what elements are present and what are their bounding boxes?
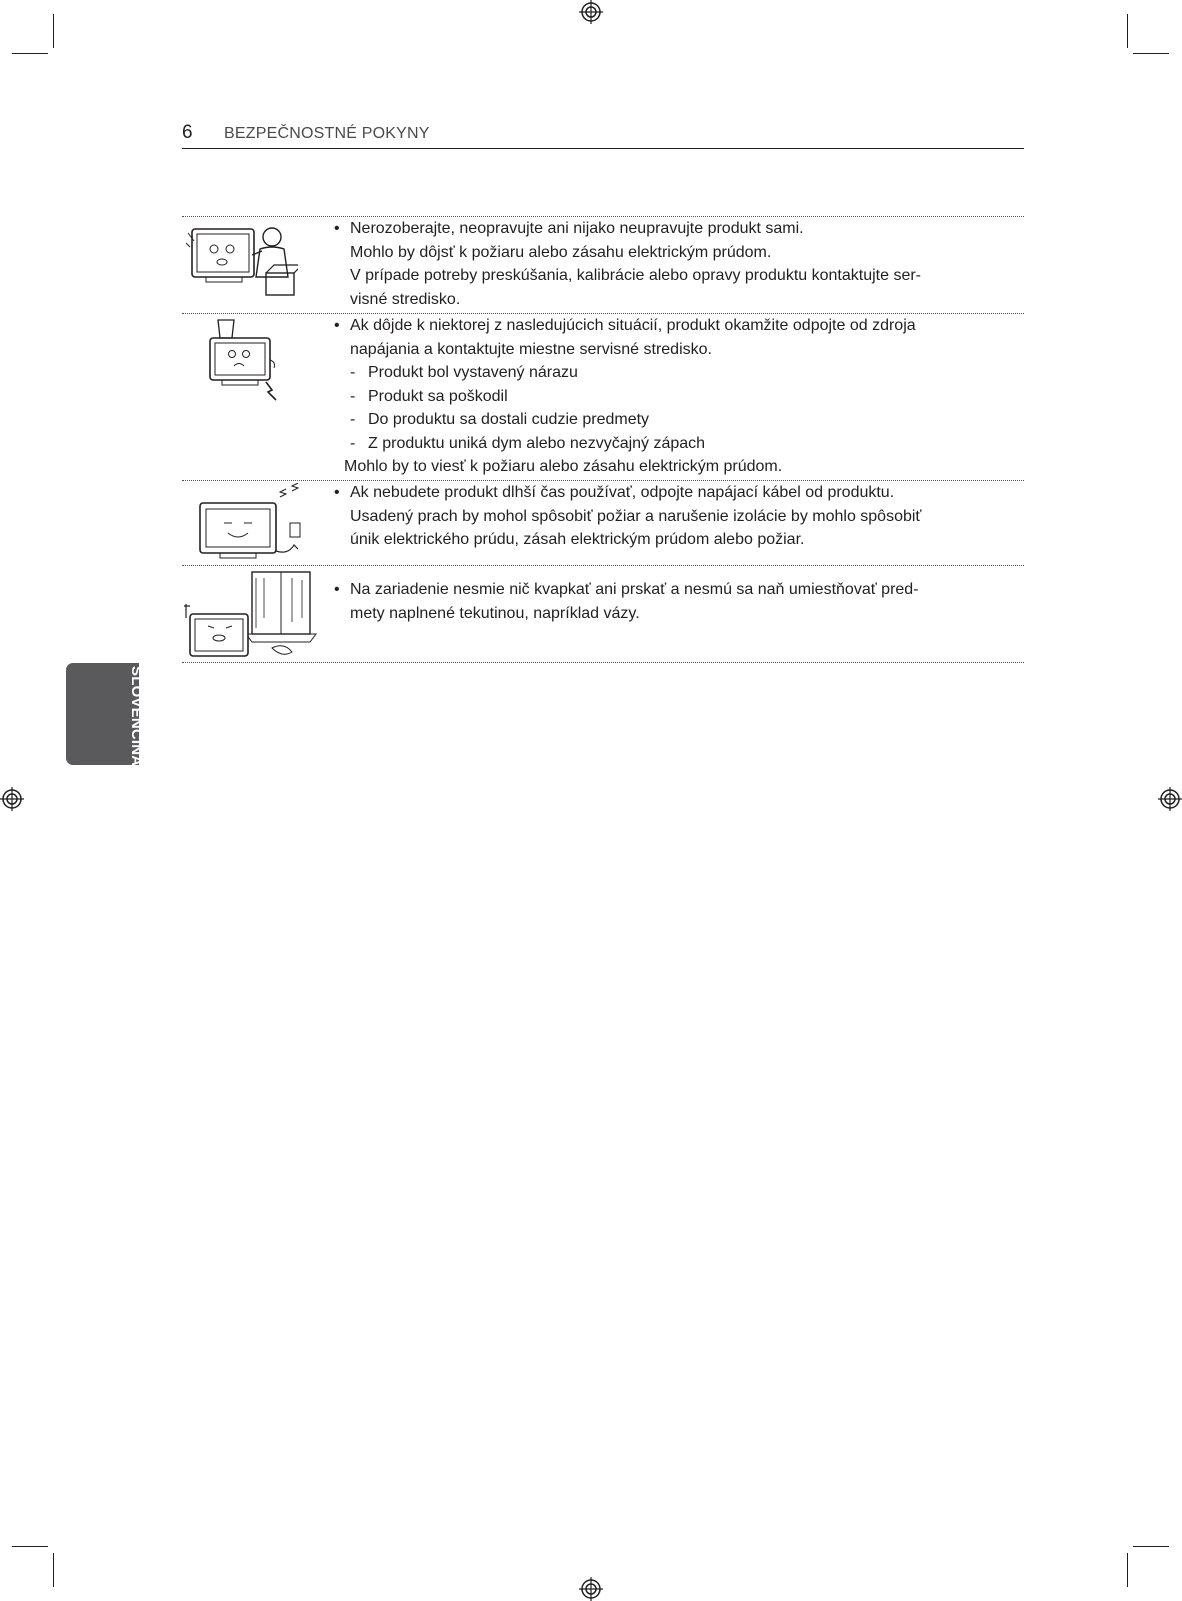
tv-damage-smoke-illustration — [204, 316, 284, 402]
safety-row — [182, 216, 1024, 313]
crop-mark — [1133, 1546, 1169, 1547]
bullet-item: • Ak nebudete produkt dlhší čas používať, odpojte napájací kábel od produktu. — [334, 481, 1014, 505]
bullet-item: • Nerozoberajte, neopravujte ani nijako neupravujte produkt sami. — [334, 217, 1014, 241]
crop-mark — [1127, 1553, 1128, 1587]
page-number: 6 — [182, 122, 193, 143]
crop-mark — [53, 1553, 54, 1587]
crop-mark — [12, 1546, 48, 1547]
registration-mark-icon — [1158, 787, 1182, 811]
registration-mark-icon — [579, 0, 603, 24]
dash-item-text: Produkt bol vystavený nárazu — [368, 364, 578, 381]
safety-item-text — [334, 481, 1014, 552]
section-title: BEZPEČNOSTNÉ POKYNY — [224, 125, 430, 142]
text-line: Mohlo by to viesť k požiaru alebo zásahu elektrickým prúdom. — [344, 458, 783, 475]
dash-item: - Z produktu uniká dym alebo nezvyčajný zápach — [350, 434, 706, 452]
dash-item: - Produkt bol vystavený nárazu — [350, 364, 578, 381]
text-line: Mohlo by dôjsť k požiaru alebo zásahu elektrickým prúdom. — [350, 243, 772, 261]
safety-item-text — [334, 217, 1014, 311]
bullet-item: • Ak dôjde k niektorej z nasledujúcich situácií, produkt okamžite odpojte od zdroja — [334, 314, 1014, 338]
safety-item-text — [334, 578, 1014, 625]
language-tab-label: SLOVENČINA — [128, 666, 145, 767]
registration-mark-icon — [0, 787, 24, 811]
text-line: napájania a kontaktujte miestne servisné stredisko. — [350, 340, 712, 358]
safety-row — [182, 313, 1024, 480]
crop-mark — [12, 53, 48, 54]
tv-water-splash-illustration — [182, 568, 322, 662]
dash-item-text: Produkt sa poškodil — [368, 387, 508, 405]
dash-item-text: Do produktu sa dostali cudzie predmety — [368, 411, 650, 428]
text-line: mety naplnené tekutinou, napríklad vázy. — [350, 604, 640, 622]
safety-row — [182, 480, 1024, 565]
text-line: únik elektrického prúdu, zásah elektrickým prúdom alebo požiar. — [350, 531, 805, 548]
crop-mark — [53, 14, 54, 48]
registration-mark-icon — [579, 1577, 603, 1601]
dash-item-text: Z produktu uniká dym alebo nezvyčajný zápach — [368, 434, 706, 452]
text-line: Usadený prach by mohol spôsobiť požiar a narušenie izolácie by mohlo spôsobiť — [350, 507, 922, 525]
dash-item: - Do produktu sa dostali cudzie predmety — [350, 411, 650, 428]
text-line: V prípade potreby preskúšania, kalibrácie alebo opravy produktu kontaktujte ser- — [350, 267, 921, 284]
safety-table — [182, 216, 1024, 663]
text-line: visné stredisko. — [350, 290, 461, 308]
crop-mark — [1127, 14, 1128, 48]
crop-mark — [1133, 53, 1169, 54]
safety-row — [182, 565, 1024, 663]
bullet-item: • Na zariadenie nesmie nič kvapkať ani prskať a nesmú sa naň umiestňovať pred- — [334, 578, 1014, 602]
tv-disassembly-warning-illustration — [186, 219, 298, 303]
dash-item: - Produkt sa poškodil — [350, 387, 508, 405]
tv-unplugged-sleeping-illustration — [194, 483, 314, 563]
safety-item-text — [334, 314, 1014, 479]
page-header — [182, 122, 1024, 149]
